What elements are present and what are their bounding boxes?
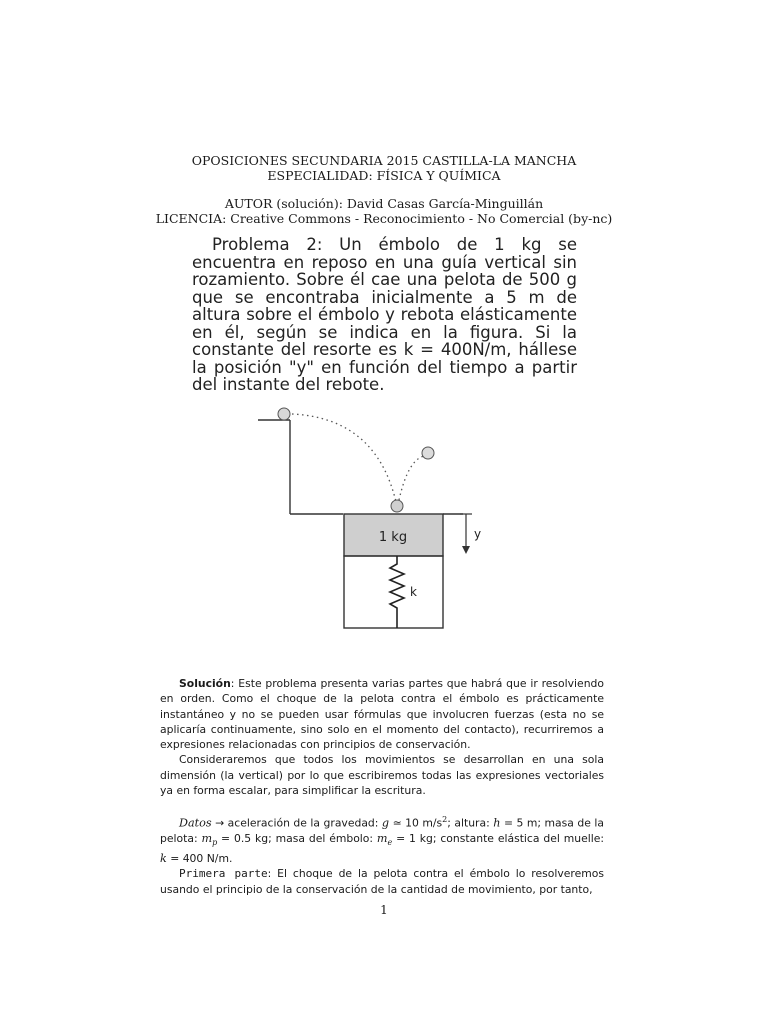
ball-initial [278,408,290,420]
solution-heading: Solución [179,677,231,690]
solution-paragraph-1: Solución: Este problema presenta varias partes que habrá que ir resolviendo en orden. Como el choque de la pelota contra el émbolo es prácticamente instantáneo y no se pueden usar fórmulas que involucren fuerzas (esta no se aplicaría continuamente, sino solo en el momento del contacto), recurriremos a expresiones relacionadas con principios de conservación. [160,677,604,752]
problem-text: Problema 2: Un émbolo de 1 kg se encuentra en reposo en una guía vertical sin rozamiento. Sobre él cae una pelota de 500 g que se encontraba inicialmente a 5 m de altura sobre el émbolo y rebota elásticamente en él, según se indica en la figura. Si la constante del resorte es k = 400N/m, hállese la posición "y" en función del tiempo a partir del instante del rebote. [192,235,577,394]
y-axis-label: y [474,527,482,541]
first-part-heading: Primera parte [179,867,268,881]
page-number: 1 [380,903,388,917]
datos-label: Datos [179,817,212,831]
problem-statement [192,236,577,394]
problem-figure [248,396,508,636]
fall-trajectory [292,414,396,502]
author-line: AUTOR (solución): David Casas García-Minguillán [224,196,544,211]
ball-rebound [422,447,434,459]
first-part-paragraph: Primera parte: El choque de la pelota contra el émbolo lo resolveremos usando el principio de la conservación de la cantidad de movimiento, por tanto, [160,867,604,896]
exam-specialty: ESPECIALIDAD: FÍSICA Y QUÍMICA [267,168,501,183]
spring-k-label: k [410,585,417,599]
spring [390,556,404,628]
solution-paragraph-2: Consideraremos que todos los movimientos se desarrollan en una sola dimensión (la vertical) por lo que escribiremos todas las expresiones vectoriales ya en forma escalar, para simplificar la escritura. [160,753,604,798]
bounce-trajectory [399,456,424,500]
ball-impact [391,500,403,512]
y-arrow-head [462,546,470,554]
license-line: LICENCIA: Creative Commons - Reconocimiento - No Comercial (by-nc) [155,211,613,226]
data-paragraph: Datos → aceleración de la gravedad: g ≃ 10 $m/s^2$; altura: h = 5 m; masa de la pelota: $m_p = 0.5$ kg; masa del émbolo: $m_e = 1$ kg; constante elástica del muelle: k = 400 N/m. [160,815,604,865]
piston-mass-label: 1 kg [378,530,408,545]
solution-text [160,676,604,897]
exam-title: OPOSICIONES SECUNDARIA 2015 CASTILLA-LA MANCHA [191,153,577,168]
